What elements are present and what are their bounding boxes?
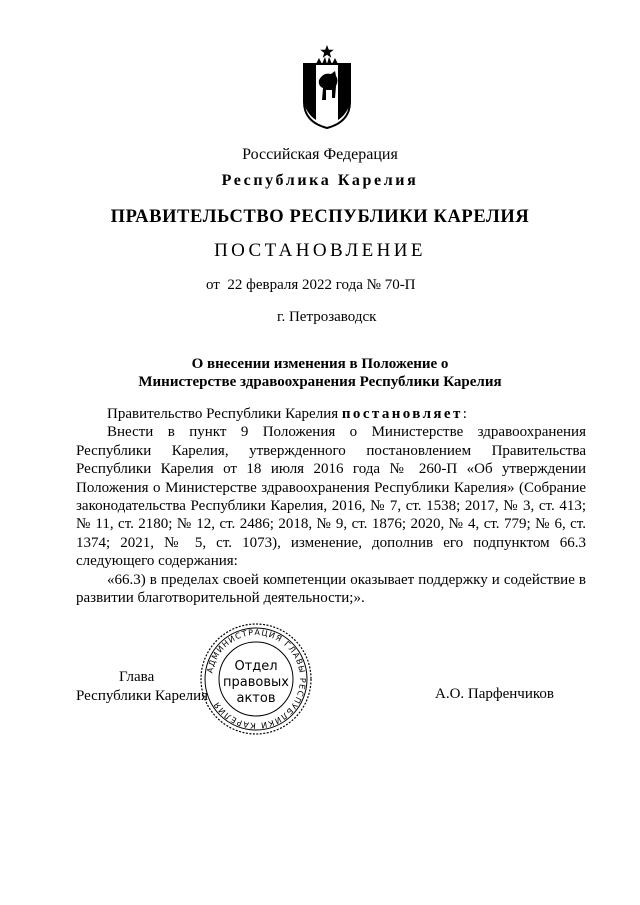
karelia-coat-of-arms-icon [299,44,355,130]
country-line: Российская Федерация [242,146,398,163]
official-stamp [199,622,313,736]
signatory-title-line-2: Республики Карелия [76,688,209,704]
signatory-title [76,668,208,706]
signatory-name: А.О. Парфенчиков [435,686,554,702]
subject-line-1: О внесении изменения в Положение о [191,356,449,372]
body-paragraph-2: Внести в пункт 9 Положения о Министерстве здравоохранения Республики Карелия, утвержденного постановлением Правительства Республики Карелия от 18 июля 2016 года № 260-П «Об утверждении Положения о Министерстве здравоохранения Республики Карелия» (Собрание законодательства Республики Карелия, 2016, № 7, ст. 1538; 2017, № 3, ст. 413; № 11, ст. 2180; № 12, ст. 2486; 2018, № 9, ст. 1876; 2020, № 4, ст. 779; № 6, ст. 1374; 2021, № 5, ст. 1073), изменение, дополнив его подпунктом 66.3 следующего содержания: [76,424,586,570]
government-title: ПРАВИТЕЛЬСТВО РЕСПУБЛИКИ КАРЕЛИЯ [110,207,530,227]
decree-verb: постановляет [341,406,463,422]
date-number-line: от 22 февраля 2022 года № 70-П [206,277,416,293]
signatory-title-line-1: Глава [119,669,155,685]
stamp-line-1: Отдел [234,659,278,674]
republic-line: Республика Карелия [221,172,419,189]
stamp-ring-text: АДМИНИСТРАЦИЯ ГЛАВЫ РЕСПУБЛИКИ КАРЕЛИЯ [205,627,308,731]
subject-line-2: Министерстве здравоохранения Республики Карелия [138,374,502,390]
decree-colon: : [462,406,467,422]
document-subject [0,355,640,391]
body-paragraph-1 [76,405,586,423]
stamp-line-3: актов [236,691,276,706]
city-line: г. Петрозаводск [277,309,377,325]
decree-prefix: Правительство Республики Карелия [107,406,342,422]
document-type: ПОСТАНОВЛЕНИЕ [214,240,426,261]
body-paragraph-3: «66.3) в пределах своей компетенции оказывает поддержку и содействие в развитии благотворительной деятельности;». [76,571,586,607]
document-body [76,405,586,607]
stamp-line-2: правовых [223,675,289,690]
